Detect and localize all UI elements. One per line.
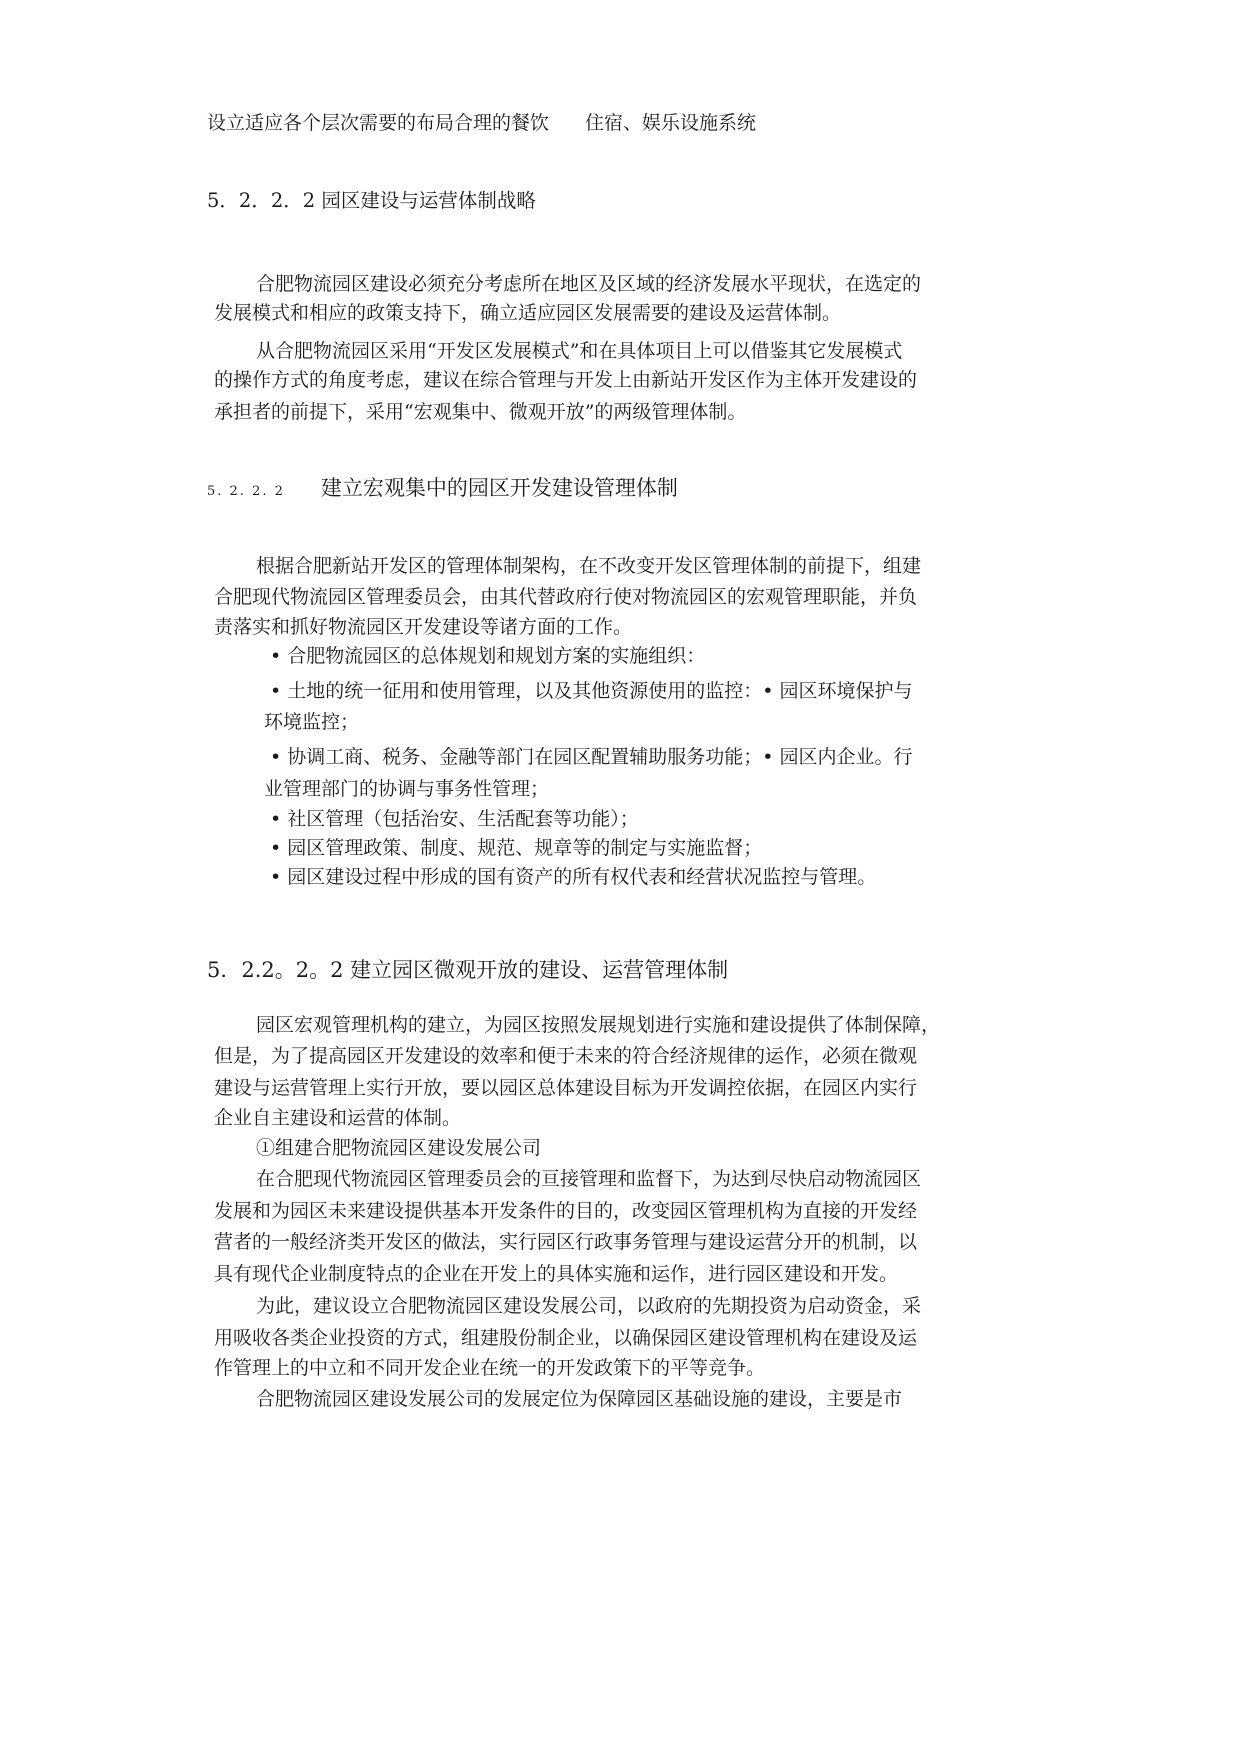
paragraph-line: 企业自主建设和运营的体制。 xyxy=(214,1107,462,1129)
heading-text: 建立宏观集中的园区开发建设管理体制 xyxy=(320,476,678,500)
paragraph-line: 在合肥现代物流园区管理委员会的亘接管理和监督下，为达到尽快启动物流园区 xyxy=(256,1168,922,1190)
paragraph-line: 建设与运营管理上实行开放，要以园区总体建设目标为开发调控依据，在园区内实行 xyxy=(214,1077,918,1099)
paragraph-line: 园区宏观管理机构的建立，为园区按照发展规划进行实施和建设提供了体制保障， xyxy=(256,1014,941,1036)
paragraph-line: 为此，建议设立合肥物流园区建设发展公司，以政府的先期投资为启动资金，采 xyxy=(256,1295,922,1317)
bullet-item: • 合肥物流园区的总体规划和规划方案的实施组织： xyxy=(270,645,706,667)
text-segment: 设立适应各个层次需要的布局合理的餐饮 xyxy=(207,112,550,134)
bullet-item: • 土地的统一征用和使用管理，以及其他资源使用的监控：• 园区环境保护与 xyxy=(270,680,913,702)
section-heading xyxy=(207,475,678,505)
paragraph-line: 合肥物流园区建设必须充分考虑所在地区及区域的经济发展水平现状，在选定的 xyxy=(256,273,922,295)
paragraph-line: ①组建合肥物流园区建设发展公司 xyxy=(256,1137,542,1159)
paragraph-line: 作管理上的中立和不同开发企业在统一的开发政策下的平等竞争。 xyxy=(214,1357,766,1379)
text-segment: 住宿、娱乐设施系统 xyxy=(585,112,757,134)
bullet-item: • 园区管理政策、制度、规范、规章等的制定与实施监督； xyxy=(270,837,763,859)
paragraph-line: 从合肥物流园区采用“开发区发展模式”和在具体项目上可以借鉴其它发展模式 xyxy=(256,340,903,362)
paragraph-line: 的操作方式的角度考虑，建议在综合管理与开发上由新站开发区作为主体开发建设的 xyxy=(214,369,918,391)
paragraph-line: 合肥现代物流园区管理委员会，由其代替政府行使对物流园区的宏观管理职能，并负 xyxy=(214,586,918,608)
paragraph-line: 但是，为了提高园区开发建设的效率和便于未来的符合经济规律的运作，必须在微观 xyxy=(214,1045,918,1067)
paragraph-line: 责落实和抓好物流园区开发建设等诸方面的工作。 xyxy=(214,616,633,638)
paragraph-line: 发展和为园区未来建设提供基本开发条件的目的，改变园区管理机构为直接的开发经 xyxy=(214,1200,918,1222)
paragraph-line: 承担者的前提下，采用“宏观集中、微观开放”的两级管理体制。 xyxy=(214,401,747,423)
bullet-item: • 园区建设过程中形成的国有资产的所有权代表和经营状况监控与管理。 xyxy=(270,866,877,888)
paragraph-line: 根据合肥新站开发区的管理体制架构，在不改变开发区管理体制的前提下，组建 xyxy=(256,555,922,577)
paragraph-line: 具有现代企业制度特点的企业在开发上的具体实施和运作，进行园区建设和开发。 xyxy=(214,1263,899,1285)
heading-number: 5. 2. 2. 2 xyxy=(207,484,285,499)
paragraph-line: 合肥物流园区建设发展公司的发展定位为保障园区基础设施的建设，主要是市 xyxy=(256,1388,903,1410)
bullet-item: • 社区管理（包括治安、生活配套等功能）； xyxy=(270,808,639,830)
bullet-item-continuation: 环境监控； xyxy=(264,711,360,733)
section-heading: 5．2.2。2。2 建立园区微观开放的建设、运营管理体制 xyxy=(207,958,729,982)
bullet-item-continuation: 业管理部门的协调与事务性管理； xyxy=(264,778,550,800)
text-line xyxy=(207,110,756,136)
paragraph-line: 发展模式和相应的政策支持下，确立适应园区发展需要的建设及运营体制。 xyxy=(214,302,842,324)
section-heading: 5．2．2．2 园区建设与运营体制战略 xyxy=(207,189,536,212)
paragraph-line: 营者的一般经济类开发区的做法，实行园区行政事务管理与建设运营分开的机制，以 xyxy=(214,1231,918,1253)
bullet-item: • 协调工商、税务、金融等部门在园区配置辅助服务功能；• 园区内企业。行 xyxy=(270,746,913,768)
paragraph-line: 用吸收各类企业投资的方式，组建股份制企业，以确保园区建设管理机构在建设及运 xyxy=(214,1327,918,1349)
